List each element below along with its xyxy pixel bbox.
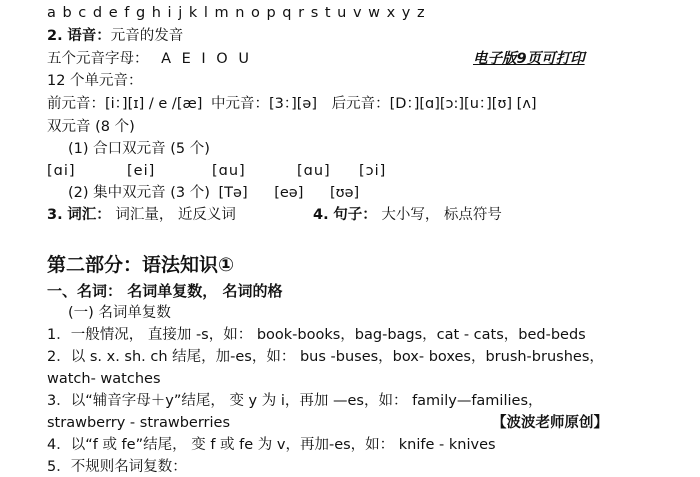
centering-diphthongs-line xyxy=(68,183,359,203)
section-4-rest: 大小写， 标点符号 xyxy=(381,207,502,223)
vowel-letters-value: A E I O U xyxy=(161,51,252,67)
part2-title: 第二部分：语法知识① xyxy=(47,254,235,276)
alphabet-line: a b c d e f g h i j k l m n o p q r s t u v w x y z xyxy=(47,5,426,21)
closing-diphthong-3: [ɑu] xyxy=(212,163,246,179)
closing-diphthongs-label: (1) 合口双元音 (5 个) xyxy=(68,141,210,157)
section-3-line xyxy=(47,205,236,225)
section-2-title: 语音： xyxy=(67,28,111,44)
centering-diphthongs-label: (2) 集中双元音 (3 个) xyxy=(68,185,210,201)
section-4-number: 4. xyxy=(313,207,329,223)
centering-diphthong-1: [Tə] xyxy=(218,185,248,201)
watermark-author: 【波波老师原创】 xyxy=(492,415,608,431)
closing-diphthong-2: [ei] xyxy=(127,163,156,179)
rule-3-continued: strawberry - strawberries xyxy=(47,415,231,431)
rule-4: 4．以“f 或 fe”结尾， 变 f 或 fe 为 v，再加-es，如： knife - knives xyxy=(47,437,496,453)
vowel-categories-line xyxy=(47,94,537,114)
rule-2-continued: watch- watches xyxy=(47,371,161,387)
noun-plural-subtitle: (一) 名词单复数 xyxy=(68,305,171,321)
diphthongs-title: 双元音 (8 个) xyxy=(47,119,135,135)
section-2-number: 2. xyxy=(47,28,63,44)
section-4-line xyxy=(313,205,502,225)
rule-2: 2．以 s. x. sh. ch 结尾，加-es，如： bus -buses，box- boxes，brush-brushes， xyxy=(47,349,604,365)
vowel-letters-line xyxy=(47,49,252,69)
rule-3: 3．以“辅音字母＋y”结尾， 变 y 为 i，再加 —es，如： family—families， xyxy=(47,393,543,409)
closing-diphthong-1: [ɑi] xyxy=(47,163,76,179)
section-4-title: 句子： xyxy=(333,207,377,223)
back-vowels-value: [D：][ɑ][ɔ:][u：][ʊ] [ʌ] xyxy=(389,96,537,112)
monophthongs-title: 12 个单元音： xyxy=(47,73,143,89)
central-vowels-label: 中元音： xyxy=(210,96,269,112)
watermark-printable: 电子版9页可打印 xyxy=(473,51,585,67)
rule-5: 5．不规则名词复数： xyxy=(47,459,187,475)
closing-diphthongs-items xyxy=(47,161,386,181)
centering-diphthong-2: [eə] xyxy=(274,185,304,201)
centering-diphthong-3: [ʊə] xyxy=(329,185,360,201)
section-3-title: 词汇： xyxy=(67,207,111,223)
front-vowels-label: 前元音： xyxy=(47,96,105,112)
closing-diphthong-5: [ɔi] xyxy=(359,163,387,179)
central-vowels-value: [3：][ə] xyxy=(268,96,318,112)
closing-diphthong-4: [ɑu] xyxy=(297,163,331,179)
section-3-rest: 词汇量， 近反义词 xyxy=(115,207,236,223)
noun-section-title: 一、名词： 名词单复数， 名词的格 xyxy=(47,282,283,300)
rule-1: 1．一般情况， 直接加 -s，如： book-books，bag-bags，cat - cats，bed-beds xyxy=(47,327,586,343)
section-3-number: 3. xyxy=(47,207,63,223)
vowel-letters-label: 五个元音字母： xyxy=(47,51,149,67)
section-2-rest: 元音的发音 xyxy=(110,28,184,44)
back-vowels-label: 后元音： xyxy=(331,96,390,112)
section-2-heading xyxy=(47,26,183,46)
front-vowels-value: [i：][ɪ] / e /[æ] xyxy=(105,96,203,112)
